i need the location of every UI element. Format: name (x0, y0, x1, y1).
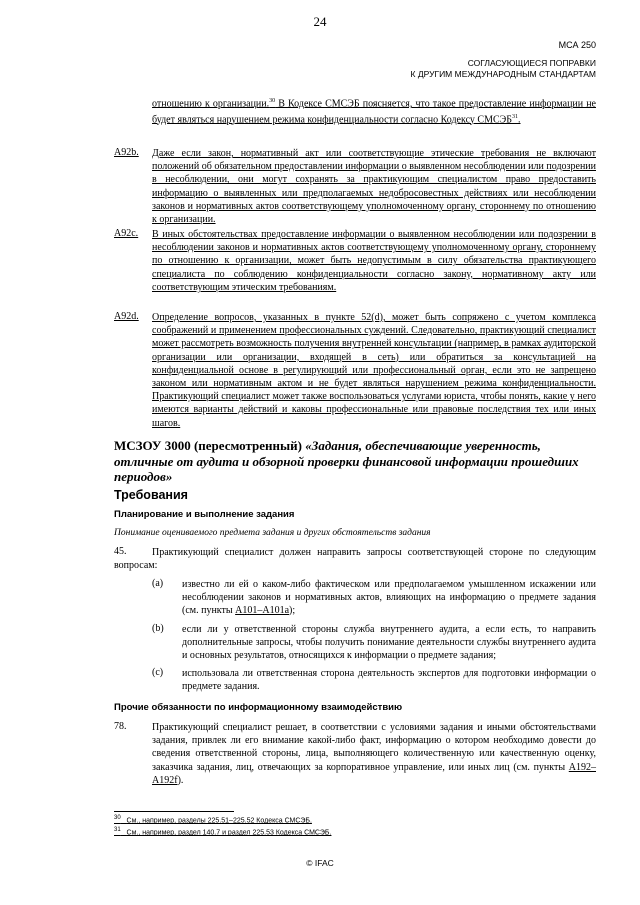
item-a-reference-link[interactable]: A101–A101a (235, 605, 290, 617)
page-number: 24 (313, 14, 327, 29)
footnote-30-text: См., например, разделы 225.51–225.52 Кодекса СМСЭБ. (126, 817, 312, 825)
paragraph-78-tail: ). (177, 774, 184, 786)
header-line-1: СОГЛАСУЮЩИЕСЯ ПОПРАВКИ (467, 58, 596, 68)
section-title-name: «Задания, обеспечивающие уверенность, отличные от аудита и обзорной проверки финансовой информации прошедших периодов» (114, 438, 579, 484)
paragraph-a92c: В иных обстоятельствах предоставление информации о выявленном несоблюдении или подозрении в несоблюдении законов и нормативных актов соответствующему уполномоченному органу, стороннему по отношению к организации, может быть недопустимым в силу обязательства практикующего специалиста по соблюдению конфиденциальности согласно закону, нормативному акту или соответствующим этическим требованиям. (152, 229, 596, 293)
footnote-ref-30[interactable]: 30 (269, 98, 276, 104)
footnote-30-number: 30 (114, 815, 121, 821)
continuation-paragraph (152, 95, 596, 126)
footnote-separator (114, 811, 234, 812)
paragraph-number-45: 45. (114, 546, 127, 557)
paragraph-78-reference-link[interactable]: A192–A192f (152, 761, 596, 786)
item-a-tail: ); (289, 605, 296, 617)
paragraph-a92b: Даже если закон, нормативный акт или соответствующие этические требования не включают положений об обязательном предоставлении информации о выявленном несоблюдении или подозрении в несоблюдении, они могут сохранять за практикующим специалистом право предоставить информацию о выявленных или предполагаемых недобросовестных действиях или несоблюдении законов и нормативных актов соответствующему уполномоченному органу, стороннему по отношению к организации. (152, 148, 596, 226)
continuation-text-a: отношению к организации. (152, 98, 270, 110)
paragraph-78-text: Практикующий специалист решает, в соответствии с условиями задания и иными обстоятельствами задания, привлек ли его внимание какой-либо факт, информацию о котором необходимо довести до сведения ответственной стороны, лица, выполняющего количественную или качественную оценку, заказчика задания, лиц, отвечающих за корпоративное управление, или иных лиц (см. пункты (152, 722, 596, 773)
paragraph-label-a92b: A92b. (114, 147, 139, 158)
paragraph-label-a92d: A92d. (114, 311, 139, 322)
item-a-text: известно ли ей о каком-либо фактическом или предполагаемом умышленном искажении или несоблюдении законов и нормативных актов, влияющих на информацию о предмете задания (см. пункты (182, 579, 596, 617)
footnote-31-text: См., например, раздел 140.7 и раздел 225.53 Кодекса СМСЭБ. (126, 829, 332, 837)
section-title-standard: МСЗОУ 3000 (пересмотренный) (114, 438, 306, 453)
section-title (114, 438, 594, 485)
footnote-31-number: 31 (114, 827, 121, 833)
other-duties-heading: Прочие обязанности по информационному взаимодействию (114, 702, 403, 713)
paragraph-a92d: Определение вопросов, указанных в пункте 52(d), может быть сопряжено с учетом комплекса соображений и применением профессиональных суждений. Следовательно, практикующий специалист может рассмотреть возможность получения внутренней консультации (например, в рамках аудиторской организации или организации, входящей в сеть) или обратиться за консультацией на конфиденциальной основе в регулирующий или профессиональный орган, если это не запрещено законом или нормативным актом и не будет являться нарушением режима конфиденциальности. Практикующий специалист может также воспользоваться услугами юриста, чтобы понять, какие у него имеются варианты действий и каковы профессиональные или правовые последствия тех или иных шагов. (152, 312, 596, 429)
paragraph-78 (152, 721, 596, 787)
running-header (411, 58, 596, 80)
footnote-ref-31[interactable]: 31 (512, 113, 518, 120)
requirements-heading: Требования (114, 488, 188, 502)
document-code: МСА 250 (558, 40, 596, 50)
understanding-heading: Понимание оцениваемого предмета задания и других обстоятельств задания (114, 528, 431, 538)
item-c: использовала ли ответственная сторона деятельность экспертов для подготовки информации о предмете задания. (182, 668, 596, 693)
footnote-31 (114, 827, 331, 836)
continuation-text-b: В Кодексе СМСЭБ поясняется, что такое предоставление информации не будет являться нарушением режима конфиденциальности согласно Кодексу СМСЭБ (152, 98, 596, 125)
planning-heading: Планирование и выполнение задания (114, 509, 295, 520)
paragraph-45: Практикующий специалист должен направить запросы соответствующей стороне по следующим вопросам: (114, 547, 596, 572)
item-label-b: (b) (152, 623, 164, 634)
paragraph-number-78: 78. (114, 721, 127, 732)
copyright-footer: © IFAC (306, 858, 334, 868)
continuation-text-c: . (518, 113, 521, 125)
item-b: если ли у ответственной стороны служба внутреннего аудита, а если есть, то направить дополнительные запросы, чтобы получить понимание деятельности службы внутреннего аудита и основных результатов, относящихся к информации о предмете задания; (182, 624, 596, 662)
paragraph-label-a92c: A92c. (114, 228, 139, 239)
footnote-30 (114, 815, 312, 824)
header-line-2: К ДРУГИМ МЕЖДУНАРОДНЫМ СТАНДАРТАМ (410, 69, 596, 79)
item-label-c: (c) (152, 667, 164, 678)
item-a (182, 578, 596, 618)
item-label-a: (a) (152, 578, 164, 589)
